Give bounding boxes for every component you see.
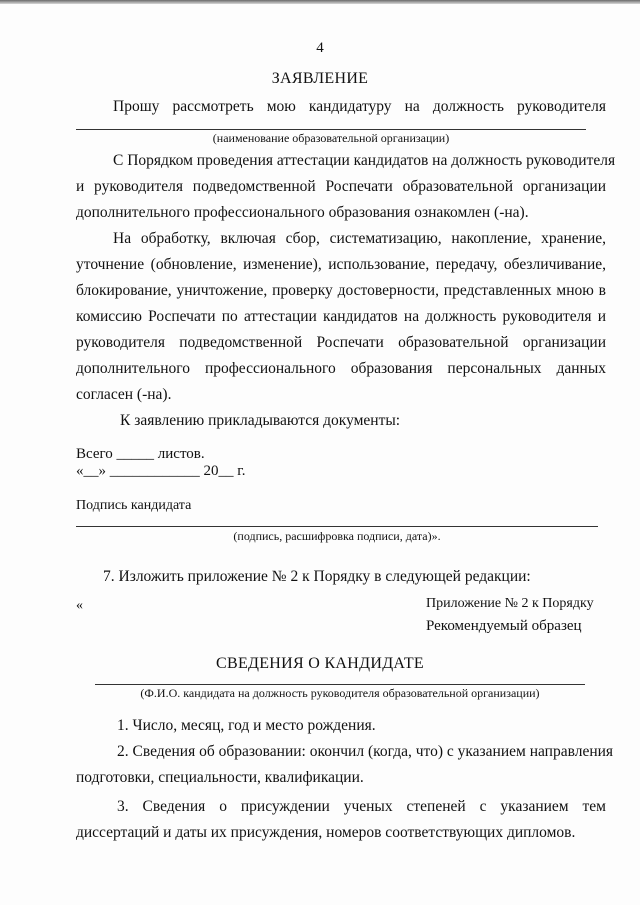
- scan-top-edge: [0, 0, 640, 4]
- signature-label: Подпись кандидата: [76, 498, 192, 513]
- signature-line: [76, 526, 598, 527]
- para2-line-1: На обработку, включая сбор, систематизацию, накопление, хранение,: [113, 230, 606, 247]
- para1-line-1: С Порядком проведения аттестации кандидатов на должность руководителя: [113, 152, 616, 169]
- total-sheets: Всего _____ листов.: [76, 446, 205, 462]
- candidate-item-2-line-2: подготовки, специальности, квалификации.: [76, 769, 364, 786]
- candidate-name-caption: (Ф.И.О. кандидата на должность руководителя образовательной организации): [140, 686, 540, 700]
- para2-line-5: руководителя подведомственной Роспечати образовательной организации: [76, 334, 606, 351]
- signature-caption: (подпись, расшифровка подписи, дата)».: [233, 529, 441, 543]
- application-title: ЗАЯВЛЕНИЕ: [271, 70, 369, 87]
- candidate-item-3-line-1: 3. Сведения о присуждении ученых степеней с указанием тем: [117, 798, 606, 815]
- candidate-item-1: 1. Число, месяц, год и место рождения.: [117, 717, 376, 734]
- org-name-line: [76, 129, 586, 130]
- para2-line-3: блокирование, уничтожение, проверку достоверности, представленных мною в: [76, 282, 606, 299]
- candidate-title: СВЕДЕНИЯ О КАНДИДАТЕ: [216, 655, 424, 672]
- candidate-name-line: [95, 684, 585, 685]
- item-7: 7. Изложить приложение № 2 к Порядку в следующей редакции:: [103, 568, 531, 585]
- para2-line-7: согласен (-на).: [76, 386, 172, 403]
- appendix-line-2: Рекомендуемый образец: [426, 618, 582, 634]
- org-name-caption: (наименование образовательной организации): [212, 131, 450, 145]
- page-number: 4: [316, 40, 324, 56]
- candidate-item-3-line-2: диссертаций и даты их присуждения, номеров соответствующих дипломов.: [76, 824, 576, 841]
- candidate-item-2-line-1: 2. Сведения об образовании: окончил (когда, что) с указанием направления: [117, 743, 614, 760]
- open-quote: «: [76, 598, 83, 613]
- docs-attached: К заявлению прикладываются документы:: [120, 412, 401, 429]
- application-intro: Прошу рассмотреть мою кандидатуру на должность руководителя: [113, 98, 606, 115]
- para1-line-3: дополнительного профессионального образования ознакомлен (-на).: [76, 204, 529, 221]
- date-line: «__» ____________ 20__ г.: [76, 463, 246, 479]
- para2-line-2: уточнение (обновление, изменение), использование, передачу, обезличивание,: [76, 256, 606, 273]
- para2-line-4: комиссию Роспечати по аттестации кандидатов на должность руководителя и: [76, 308, 606, 325]
- appendix-line-1: Приложение № 2 к Порядку: [426, 596, 594, 611]
- para2-line-6: дополнительного профессионального образования персональных данных: [76, 360, 606, 377]
- para1-line-2: и руководителя подведомственной Роспечати образовательной организации: [76, 178, 606, 195]
